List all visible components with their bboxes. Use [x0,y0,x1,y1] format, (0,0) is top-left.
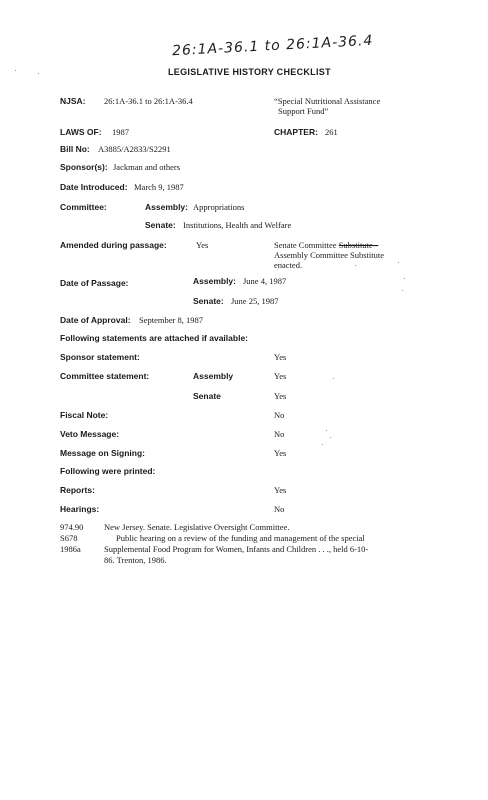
committee-senate-value: Institutions, Health and Welfare [183,220,292,230]
scan-speck [355,265,356,266]
committee-senate-label: Senate: [145,220,176,230]
citation-line3: Supplemental Food Program for Women, Infants and Children . . ., held 6-10- [104,544,369,554]
njsa-label: NJSA: [60,96,86,106]
fiscal-note-label: Fiscal Note: [60,410,109,420]
committee-assembly-value: Appropriations [193,202,245,212]
hearings-value: No [274,504,285,514]
page-title: LEGISLATIVE HISTORY CHECKLIST [168,67,331,77]
date-of-passage-label: Date of Passage: [60,278,129,288]
passage-senate-value: June 25, 1987 [231,296,279,306]
citation-line1: New Jersey. Senate. Legislative Oversight Committee. [104,522,290,532]
committee-statement-assembly-label: Assembly [193,371,234,381]
veto-message-label: Veto Message: [60,429,120,439]
call-number-line3: 1986a [60,544,81,554]
date-of-approval-label: Date of Approval: [60,315,131,325]
bill-no-value: A3885/A2833/S2291 [98,144,171,154]
amended-value: Yes [196,240,209,250]
message-on-signing-value: Yes [274,448,287,458]
committee-statement-senate-label: Senate [193,391,221,401]
committee-label: Committee: [60,202,107,212]
citation-line2: Public hearing on a review of the funding and management of the special [116,533,365,543]
call-number-line1: 974.90 [60,522,84,532]
amended-note-line2: Assembly Committee Substitute [274,250,385,260]
act-title-line2: Support Fund” [278,106,329,116]
reports-label: Reports: [60,485,95,495]
sponsor-statement-value: Yes [274,352,287,362]
amended-note-line3: enacted. [274,260,303,270]
printed-heading: Following were printed: [60,466,156,476]
committee-statement-label: Committee statement: [60,371,150,381]
scan-speck [333,378,334,379]
passage-senate-label: Senate: [193,296,224,306]
scan-speck [330,437,331,438]
amended-note-line1: Senate Committee Substitute-- [274,240,379,250]
laws-of-value: 1987 [112,127,129,137]
call-number-line2: S678 [60,533,78,543]
scan-speck [38,73,39,74]
passage-assembly-label: Assembly: [193,276,236,286]
fiscal-note-value: No [274,410,285,420]
committee-statement-senate-value: Yes [274,391,287,401]
sponsors-value: Jackman and others [113,162,181,172]
sponsor-statement-label: Sponsor statement: [60,352,140,362]
act-title-line1: “Special Nutritional Assistance [274,96,381,106]
bill-no-label: Bill No: [60,144,90,154]
committee-statement-assembly-value: Yes [274,371,287,381]
committee-assembly-label: Assembly: [145,202,188,212]
citation-line4: 86. Trenton, 1986. [104,555,167,565]
chapter-label: CHAPTER: [274,127,318,137]
sponsors-label: Sponsor(s): [60,162,108,172]
scan-speck [404,278,405,279]
passage-assembly-value: June 4, 1987 [243,276,287,286]
date-introduced-value: March 9, 1987 [134,182,184,192]
handwritten-statute-range: 26:1A-36.1 to 26:1A-36.4 [171,32,374,60]
chapter-value: 261 [325,127,338,137]
hearings-label: Hearings: [60,504,100,514]
scan-speck [402,290,403,291]
statements-heading: Following statements are attached if available: [60,333,248,343]
scan-speck [15,70,16,71]
message-on-signing-label: Message on Signing: [60,448,146,458]
date-introduced-label: Date Introduced: [60,182,128,192]
reports-value: Yes [274,485,287,495]
njsa-value: 26:1A-36.1 to 26:1A-36.4 [104,96,193,106]
veto-message-value: No [274,429,285,439]
date-of-approval-value: September 8, 1987 [139,315,203,325]
laws-of-label: LAWS OF: [60,127,102,137]
scan-speck [326,430,327,431]
scan-speck [398,262,399,263]
amended-label: Amended during passage: [60,240,167,250]
scan-speck [322,444,323,445]
